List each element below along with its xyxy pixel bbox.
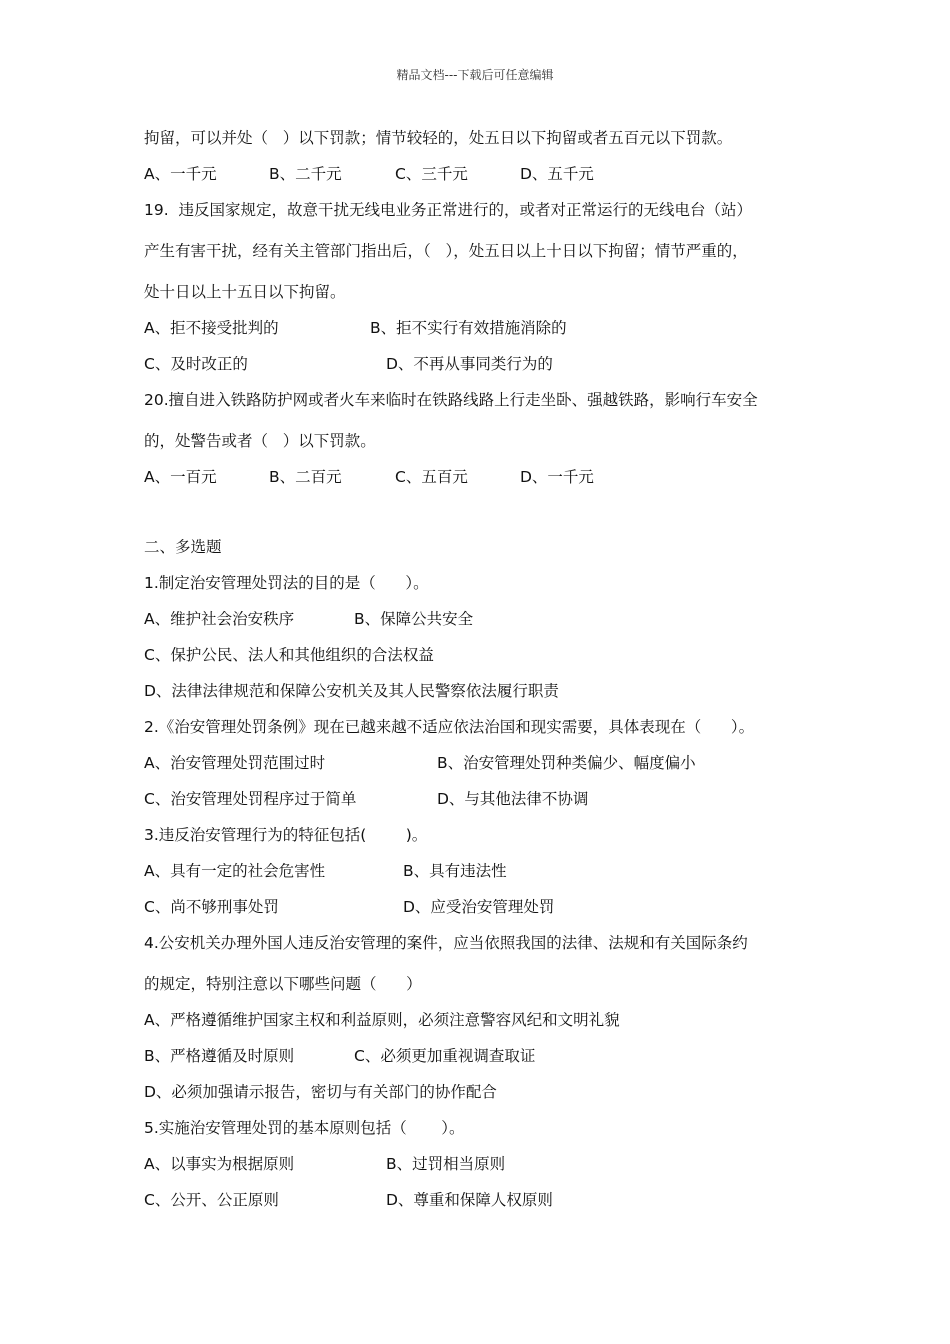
q18-option-c: C、三千元 <box>395 165 468 183</box>
m1-option-c: C、保护公民、法人和其他组织的合法权益 <box>144 646 434 664</box>
q18-option-b: B、二千元 <box>269 165 342 183</box>
m5-question: 5.实施治安管理处罚的基本原则包括（ ）。 <box>144 1119 465 1137</box>
m3-question: 3.违反治安管理行为的特征包括( )。 <box>144 826 428 844</box>
m3-option-b: B、具有违法性 <box>403 862 507 880</box>
m5-option-c: C、公开、公正原则 <box>144 1191 279 1209</box>
q18-option-d: D、五千元 <box>520 165 594 183</box>
q19-option-a: A、拒不接受批判的 <box>144 319 279 337</box>
m5-option-d: D、尊重和保障人权原则 <box>386 1191 553 1209</box>
m1-option-d: D、法律法律规范和保障公安机关及其人民警察依法履行职责 <box>144 682 559 700</box>
m4-line-2: 的规定，特别注意以下哪些问题（ ） <box>144 975 422 993</box>
q19-line-2: 产生有害干扰，经有关主管部门指出后，（ ），处五日以上十日以下拘留；情节严重的， <box>144 242 748 260</box>
q18-text: 拘留，可以并处（ ）以下罚款；情节较轻的，处五日以下拘留或者五百元以下罚款。 <box>144 129 733 147</box>
q20-line-1: 20.擅自进入铁路防护网或者火车来临时在铁路线路上行走坐卧、强越铁路，影响行车安全 <box>144 391 758 409</box>
m3-option-c: C、尚不够刑事处罚 <box>144 898 279 916</box>
q20-line-2: 的，处警告或者（ ）以下罚款。 <box>144 432 376 450</box>
m4-option-b: B、严格遵循及时原则 <box>144 1047 295 1065</box>
m2-option-d: D、与其他法律不协调 <box>437 790 589 808</box>
q20-option-c: C、五百元 <box>395 468 468 486</box>
q19-option-b: B、拒不实行有效措施消除的 <box>370 319 567 337</box>
m4-line-1: 4.公安机关办理外国人违反治安管理的案件，应当依照我国的法律、法规和有关国际条约 <box>144 934 748 952</box>
m2-question: 2.《治安管理处罚条例》现在已越来越不适应依法治国和现实需要，具体表现在（ ）。 <box>144 718 755 736</box>
m3-option-d: D、应受治安管理处罚 <box>403 898 555 916</box>
m5-option-b: B、过罚相当原则 <box>386 1155 506 1173</box>
q20-option-b: B、二百元 <box>269 468 342 486</box>
q19-line-1: 19. 违反国家规定，故意干扰无线电业务正常进行的，或者对正常运行的无线电台（站） <box>144 201 753 219</box>
m4-option-c: C、必须更加重视调查取证 <box>354 1047 536 1065</box>
m4-option-d: D、必须加强请示报告，密切与有关部门的协作配合 <box>144 1083 497 1101</box>
m5-option-a: A、以事实为根据原则 <box>144 1155 295 1173</box>
m3-option-a: A、具有一定的社会危害性 <box>144 862 326 880</box>
q19-option-c: C、及时改正的 <box>144 355 248 373</box>
m1-option-b: B、保障公共安全 <box>354 610 474 628</box>
m1-question: 1.制定治安管理处罚法的目的是（ ）。 <box>144 574 429 592</box>
q20-option-a: A、一百元 <box>144 468 217 486</box>
m4-option-a: A、严格遵循维护国家主权和利益原则，必须注意警容风纪和文明礼貌 <box>144 1011 620 1029</box>
q20-option-d: D、一千元 <box>520 468 594 486</box>
q18-option-a: A、一千元 <box>144 165 217 183</box>
q19-option-d: D、不再从事同类行为的 <box>386 355 553 373</box>
page-header: 精品文档---下载后可任意编辑 <box>396 68 554 82</box>
m2-option-c: C、治安管理处罚程序过于简单 <box>144 790 357 808</box>
section-title-multiple-choice: 二、多选题 <box>144 538 222 556</box>
q19-line-3: 处十日以上十五日以下拘留。 <box>144 283 346 301</box>
m1-option-a: A、维护社会治安秩序 <box>144 610 295 628</box>
m2-option-b: B、治安管理处罚种类偏少、幅度偏小 <box>437 754 696 772</box>
m2-option-a: A、治安管理处罚范围过时 <box>144 754 326 772</box>
